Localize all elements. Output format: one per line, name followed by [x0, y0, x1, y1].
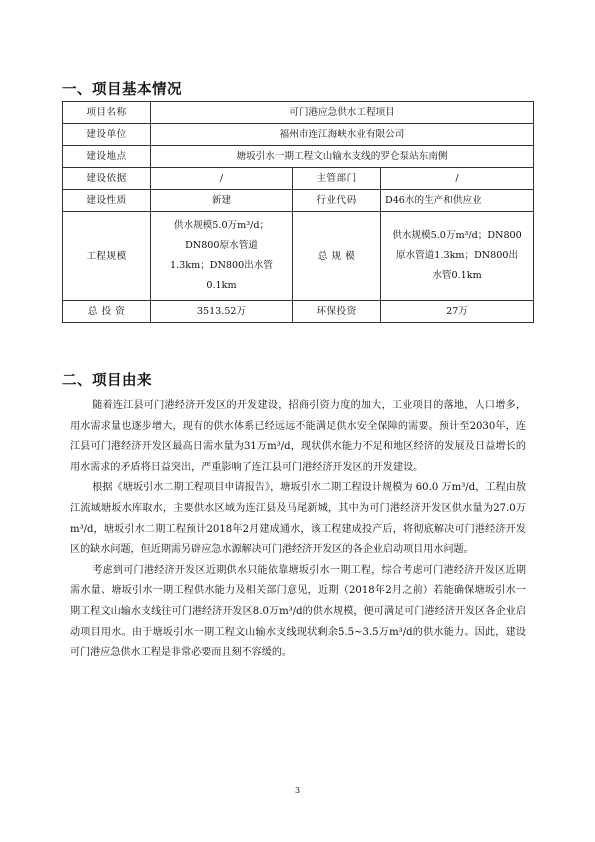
project-name-value: 可门港应急供水工程项目	[151, 102, 534, 124]
scale-left-line: 1.3km；DN800出水管	[170, 260, 273, 271]
invest-label: 总 投 资	[63, 301, 151, 323]
dept-value: /	[381, 168, 534, 190]
nature-value: 新建	[151, 190, 293, 212]
paragraph: 随着连江县可门港经济开发区的开发建设，招商引资力度的加大，工业项目的落地，人口增多，用水需求量也逐步增大，现有的供水体系已经远远不能满足供水安全保障的需要。预计至2030年，连江县可门港经济开发区最高日需水量为31万m³/d，现状供水能力不足和地区经济的发展及日益增长的用水需求的矛盾将日益突出，严重影响了连江县可门港经济开发区的开发建设。	[70, 400, 526, 473]
scale-left-line: 供水规模5.0万m³/d；	[173, 220, 270, 231]
project-info-table	[62, 101, 534, 323]
env-invest-value: 27万	[381, 301, 534, 323]
scale-label: 工程规模	[63, 212, 151, 301]
basis-value: /	[151, 168, 293, 190]
scale-right-line: 水管0.1km	[432, 270, 482, 281]
scale-right-value	[381, 212, 534, 301]
invest-value: 3513.52万	[151, 301, 293, 323]
total-scale-label: 总 规 模	[293, 212, 381, 301]
project-name-label: 项目名称	[63, 102, 151, 124]
section-title-basic-info: 一、项目基本情况	[62, 82, 182, 98]
table-row	[63, 301, 534, 323]
unit-value: 福州市连江海峡水业有限公司	[151, 124, 534, 146]
industry-value: D46水的生产和供应业	[381, 190, 534, 212]
scale-left-line: DN800原水管道	[185, 240, 258, 251]
scale-right-line: 原水管道1.3km；DN800出	[395, 250, 519, 261]
env-invest-label: 环保投资	[293, 301, 381, 323]
basis-label: 建设依据	[63, 168, 151, 190]
industry-label: 行业代码	[293, 190, 381, 212]
unit-label: 建设单位	[63, 124, 151, 146]
scale-left-value	[151, 212, 293, 301]
page-number: 3	[294, 786, 301, 795]
table-row	[63, 168, 534, 190]
scale-right-line: 供水规模5.0万m³/d；DN800	[392, 230, 522, 241]
paragraph: 考虑到可门港经济开发区近期供水只能依靠塘坂引水一期工程，综合考虑可门港经济开发区近期需水量、塘坂引水一期工程供水能力及相关部门意见，近期（2018年2月之前）若能确保塘坂引水一期工程文山输水支线往可门港经济开发区8.0万m³/d的供水规模，便可满足可门港经济开发区各企业启动项目用水。由于塘坂引水一期工程文山输水支线现状剩余5.5~3.5万m³/d的供水能力。因此，建设可门港应急供水工程是非常必要而且刻不容缓的。	[70, 564, 526, 659]
site-value: 塘坂引水一期工程文山输水支线的罗仑泵站东南侧	[151, 146, 534, 168]
table-row	[63, 124, 534, 146]
paragraph: 根据《塘坂引水二期工程项目申请报告》，塘坂引水二期工程设计规模为 60.0 万m³/d，工程由敖江流域塘坂水库取水，主要供水区域为连江县及马尾新城，其中为可门港经济开发区供水量为27.0万m³/d，塘坂引水二期工程预计2018年2月建成通水，该工程建成投产后，将彻底解决可门港经济开发区的缺水问题，但近期需另辟应急水源解决可门港经济开发区的各企业启动项目用水问题。	[70, 482, 526, 556]
table-row	[63, 102, 534, 124]
scale-left-line: 0.1km	[206, 280, 237, 291]
origin-body	[70, 396, 526, 664]
section-title-origin: 二、项目由来	[62, 373, 152, 389]
table-row	[63, 190, 534, 212]
table-row	[63, 212, 534, 301]
table-row	[63, 146, 534, 168]
nature-label: 建设性质	[63, 190, 151, 212]
site-label: 建设地点	[63, 146, 151, 168]
dept-label: 主管部门	[293, 168, 381, 190]
